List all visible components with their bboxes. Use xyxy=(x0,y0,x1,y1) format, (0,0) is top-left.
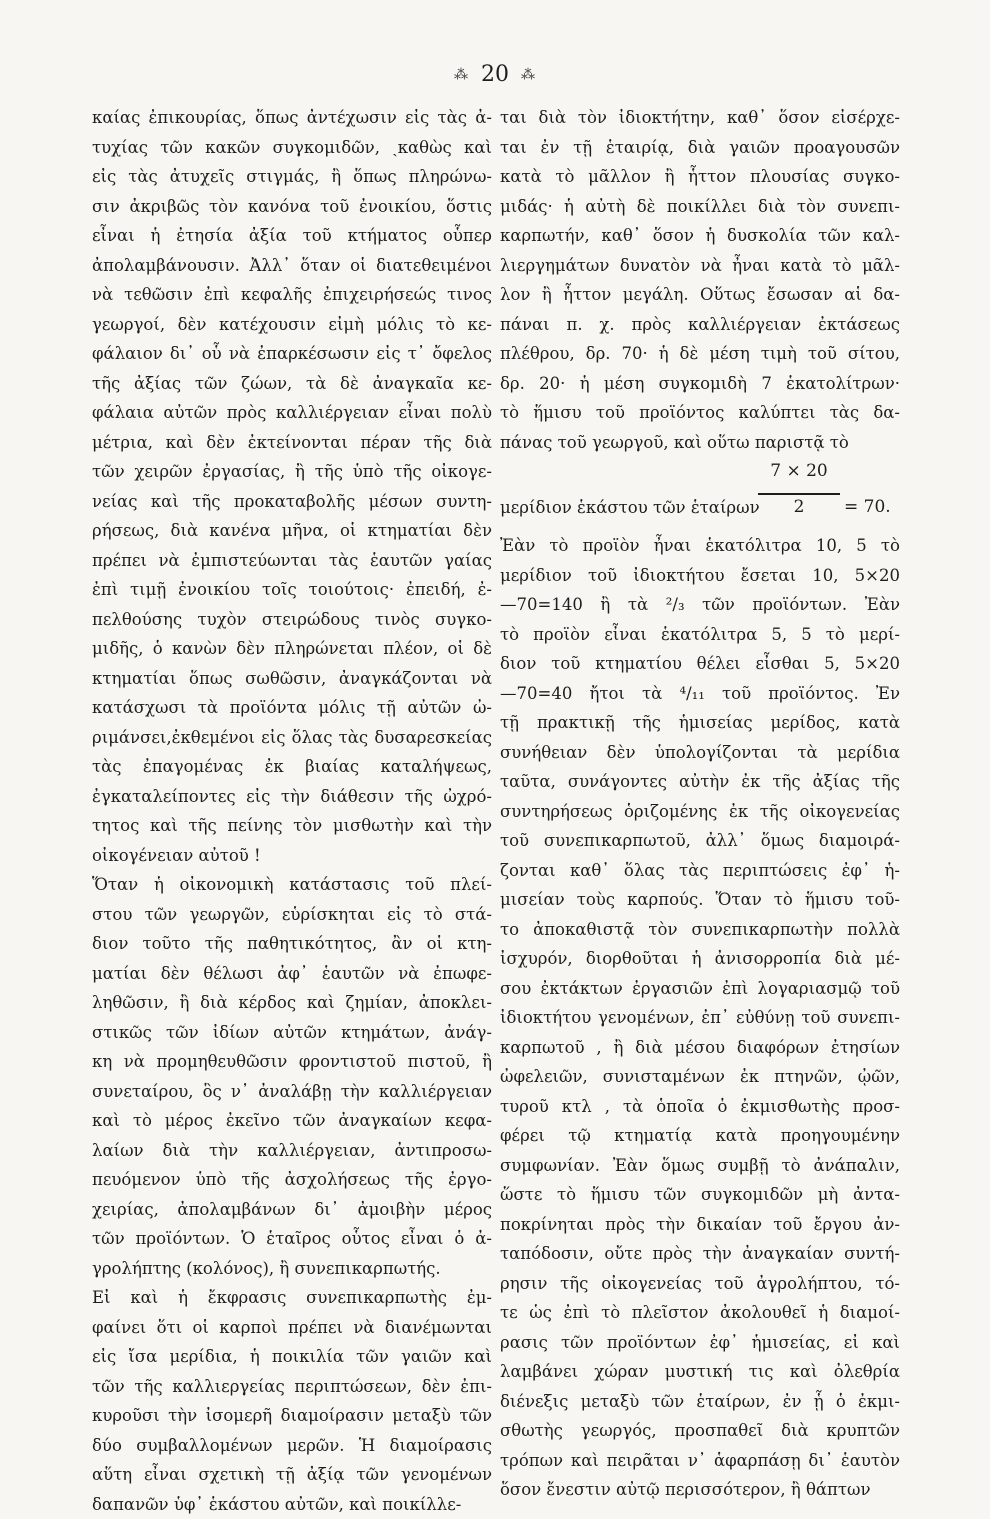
text-line: φαίνει ὅτι οἱ καρποὶ πρέπει νὰ διανέμωνται xyxy=(92,1313,492,1343)
text-line: χειρίας, ἀπολαμβάνων δι᾽ ἀμοιβὴν μέρος xyxy=(92,1195,492,1225)
text-line: δρ. 20· ἡ μέση συγκομιδὴ 7 ἑκατολίτρων· xyxy=(500,369,900,399)
text-line: το ἀποκαθιστᾷ τὸν συνεπικαρπωτὴν πολλὰ xyxy=(500,915,900,945)
text-line: μιδῆς, ὁ κανὼν δὲν πληρώνεται πλέον, οἱ δὲ xyxy=(92,634,492,664)
text-line: ἀπολαμβάνουσιν. Ἀλλ᾽ ὅταν οἱ διατεθειμένοι xyxy=(92,251,492,281)
text-line: γεωργοί, δὲν κατέχουσιν εἰμὴ μόλις τὸ κε- xyxy=(92,310,492,340)
text-line: —70=140 ἢ τὰ ²/₃ τῶν προϊόντων. Ἐὰν xyxy=(500,590,900,620)
text-line: κατὰ τὸ μᾶλλον ἢ ἧττον πλουσίας συγκο- xyxy=(500,162,900,192)
text-line: ὥστε τὸ ἥμισυ τῶν συγκομιδῶν μὴ ἀντα- xyxy=(500,1180,900,1210)
formula-denominator: 2 xyxy=(760,497,838,517)
ornament-left-icon: ⁂ xyxy=(454,67,469,83)
text-line: λον ἢ ἧττον μεγάλη. Οὕτως ἔσωσαν αἱ δα- xyxy=(500,280,900,310)
text-line: ρασις τῶν προϊόντων ἐφ᾽ ἡμισείας, εἰ καὶ xyxy=(500,1328,900,1358)
text-line: κυροῦσι τὴν ἰσομερῆ διαμοίρασιν μεταξὺ τῶν xyxy=(92,1401,492,1431)
text-line: μιδάς· ἡ αὐτὴ δὲ ποικίλλει διὰ τὸν συνεπι- xyxy=(500,192,900,222)
text-line: τῆς ἀξίας τῶν ζώων, τὰ δὲ ἀναγκαῖα κε- xyxy=(92,369,492,399)
text-line: καίας ἐπικουρίας, ὅπως ἀντέχωσιν εἰς τὰς ἀ- xyxy=(92,103,492,133)
text-line: τυροῦ κτλ , τὰ ὁποῖα ὁ ἐκμισθωτὴς προσ- xyxy=(500,1092,900,1122)
text-line: σθωτὴς γεωργός, προσπαθεῖ διὰ κρυπτῶν xyxy=(500,1416,900,1446)
text-line: κτηματίαι ὅπως σωθῶσιν, ἀναγκάζονται νὰ xyxy=(92,664,492,694)
text-line: εἶναι ἡ ἐτησία ἀξία τοῦ κτήματος οὗπερ xyxy=(92,221,492,251)
text-line: ται διὰ τὸν ἰδιοκτήτην, καθ᾽ ὅσον εἰσέρχε- xyxy=(500,103,900,133)
text-line: τητος καὶ τῆς πείνης τὸν μισθωτὴν καὶ τὴν xyxy=(92,811,492,841)
page-header xyxy=(0,62,990,87)
text-line: εἰς τὰς ἀτυχεῖς στιγμάς, ἢ ὅπως πληρώνω- xyxy=(92,162,492,192)
text-line: ὅσον ἔνεστιν αὐτῷ περισσότερον, ἢ θάπτων xyxy=(500,1475,900,1505)
text-line: νὰ τεθῶσιν ἐπὶ κεφαλῆς ἐπιχειρήσεώς τινος xyxy=(92,280,492,310)
text-line: διον τοῦ κτηματίου θέλει εἶσθαι 5, 5×20 xyxy=(500,649,900,679)
text-line: τὸ ἥμισυ τοῦ προϊόντος καλύπτει τὰς δα- xyxy=(500,398,900,428)
text-line: πρέπει νὰ ἐμπιστεύωνται τὰς ἑαυτῶν γαίας xyxy=(92,546,492,576)
text-line: λιεργημάτων δυνατὸν νὰ ἦναι κατὰ τὸ μᾶλ- xyxy=(500,251,900,281)
text-line: τῇ πρακτικῇ τῆς ἡμισείας μερίδος, κατὰ xyxy=(500,708,900,738)
text-line: τῶν προϊόντων. Ὁ ἑταῖρος οὗτος εἶναι ὁ ἀ- xyxy=(92,1224,492,1254)
text-line: αὕτη εἶναι σχετικὴ τῇ ἀξίᾳ τῶν γενομένων xyxy=(92,1460,492,1490)
text-line: τρόπων καὶ πειρᾶται ν᾽ ἁφαρπάσῃ δι᾽ ἑαυτὸν xyxy=(500,1446,900,1476)
ornament-right-icon: ⁂ xyxy=(521,67,536,83)
text-line: Ὅταν ἡ οἰκονομικὴ κατάστασις τοῦ πλεί- xyxy=(92,870,492,900)
text-line: συνεταίρου, ὃς ν᾽ ἀναλάβῃ τὴν καλλιέργειαν xyxy=(92,1077,492,1107)
text-line: σιν ἀκριβῶς τὸν κανόνα τοῦ ἐνοικίου, ὅστις xyxy=(92,192,492,222)
text-line: ματίαι δὲν θέλωσι ἀφ᾽ ἑαυτῶν νὰ ἐπωφε- xyxy=(92,959,492,989)
text-line: στικῶς τῶν ἰδίων αὐτῶν κτημάτων, ἀνάγ- xyxy=(92,1018,492,1048)
formula-result: = 70. xyxy=(844,497,891,517)
text-line: γρολήπτης (κολόνος), ἢ συνεπικαρπωτής. xyxy=(92,1254,492,1284)
text-line: μισείαν τοὺς καρπούς. Ὅταν τὸ ἥμισυ τοῦ- xyxy=(500,885,900,915)
text-line: πάναι π. χ. πρὸς καλλιέργειαν ἐκτάσεως xyxy=(500,310,900,340)
formula-numerator: 7 × 20 xyxy=(760,461,838,481)
text-line: ζονται καθ᾽ ὅλας τὰς περιπτώσεις ἐφ᾽ ἡ- xyxy=(500,856,900,886)
text-line: μερίδιον τοῦ ἰδιοκτήτου ἔσεται 10, 5×20 xyxy=(500,561,900,591)
text-line: δύο συμβαλλομένων μερῶν. Ἡ διαμοίρασις xyxy=(92,1431,492,1461)
text-line: συμφωνίαν. Ἐὰν ὅμως συμβῇ τὸ ἀνάπαλιν, xyxy=(500,1151,900,1181)
left-column xyxy=(92,103,492,1519)
text-line: συντηρήσεως ὁριζομένης ἐκ τῆς οἰκογενείας xyxy=(500,797,900,827)
text-line: σου ἐκτάκτων ἐργασιῶν ἐπὶ λογαριασμῷ τοῦ xyxy=(500,974,900,1004)
text-line: καρπωτήν, καθ᾽ ὅσον ἡ δυσκολία τῶν καλ- xyxy=(500,221,900,251)
text-line: ὠφελειῶν, συνισταμένων ἐκ πτηνῶν, ᾠῶν, xyxy=(500,1062,900,1092)
formula-label: μερίδιον ἑκάστου τῶν ἑταίρων xyxy=(500,498,760,517)
text-line: φάλαια αὐτῶν πρὸς καλλιέργειαν εἶναι πολὺ xyxy=(92,398,492,428)
page-number: 20 xyxy=(481,62,509,87)
fraction-bar xyxy=(758,493,840,495)
text-line: κατάσχωσι τὰ προϊόντα μόλις τῇ αὐτῶν ὠ- xyxy=(92,693,492,723)
text-line: Ἐὰν τὸ προϊὸν ἦναι ἑκατόλιτρα 10, 5 τὸ xyxy=(500,531,900,561)
text-line: ταῦτα, συνάγοντες αὐτὴν ἐκ τῆς ἀξίας τῆς xyxy=(500,767,900,797)
right-column xyxy=(500,103,900,1505)
text-line: ποκρίνηται πρὸς τὴν δικαίαν τοῦ ἔργου ἀν- xyxy=(500,1210,900,1240)
text-line: πάνας τοῦ γεωργοῦ, καὶ οὕτω παριστᾷ τὸ xyxy=(500,428,900,458)
text-line: μέτρια, καὶ δὲν ἐκτείνονται πέραν τῆς διὰ xyxy=(92,428,492,458)
text-line: καὶ τὸ μέρος ἐκεῖνο τῶν ἀναγκαίων κεφα- xyxy=(92,1106,492,1136)
text-line: πλέθρου, δρ. 70· ἡ δὲ μέση τιμὴ τοῦ σίτου, xyxy=(500,339,900,369)
text-line: τε ὡς ἐπὶ τὸ πλεῖστον ἀκολουθεῖ ἡ διαμοί- xyxy=(500,1298,900,1328)
text-line: πευόμενον ὑπὸ τῆς ἀσχολήσεως τῆς ἐργο- xyxy=(92,1165,492,1195)
share-formula xyxy=(500,461,900,531)
text-line: τῶν τῆς καλλιεργείας περιπτώσεων, δὲν ἐπι- xyxy=(92,1372,492,1402)
text-line: ἐπὶ τιμῇ ἐνοικίου τοῖς τοιούτοις· ἐπειδή, ἐ- xyxy=(92,575,492,605)
text-line: —70=40 ἤτοι τὰ ⁴/₁₁ τοῦ προϊόντος. Ἐν xyxy=(500,679,900,709)
text-line: ριμάνσει,ἐκθεμένοι εἰς ὅλας τὰς δυσαρεσκείας xyxy=(92,723,492,753)
text-line: νείας καὶ τῆς προκαταβολῆς μέσων συντη- xyxy=(92,487,492,517)
text-line: λαίων διὰ τὴν καλλιέργειαν, ἀντιπροσω- xyxy=(92,1136,492,1166)
text-line: τυχίας τῶν κακῶν συγκομιδῶν, ˏκαθὼς καὶ xyxy=(92,133,492,163)
text-line: οἰκογένειαν αὐτοῦ ! xyxy=(92,841,492,871)
text-line: Εἰ καὶ ἡ ἔκφρασις συνεπικαρπωτὴς ἐμ- xyxy=(92,1283,492,1313)
text-line: φέρει τῷ κτηματίᾳ κατὰ προηγουμένην xyxy=(500,1121,900,1151)
text-line: διένεξις μεταξὺ τῶν ἑταίρων, ἐν ᾗ ὁ ἐκμι- xyxy=(500,1387,900,1417)
text-line: ρησιν τῆς οἰκογενείας τοῦ ἀγρολήπτου, τό- xyxy=(500,1269,900,1299)
text-line: τὰς ἐπαγομένας ἐκ βιαίας καταλήψεως, xyxy=(92,752,492,782)
text-line: ρήσεως, διὰ κανένα μῆνα, οἱ κτηματίαι δὲν xyxy=(92,516,492,546)
text-line: πελθούσης τυχὸν στειρώδους τινὸς συγκο- xyxy=(92,605,492,635)
text-line: συνήθειαν δὲν ὑπολογίζονται τὰ μερίδια xyxy=(500,738,900,768)
text-line: ται ἐν τῇ ἑταιρίᾳ, διὰ γαιῶν προαγουσῶν xyxy=(500,133,900,163)
text-line: εἰς ἴσα μερίδια, ἡ ποικιλία τῶν γαιῶν καὶ xyxy=(92,1342,492,1372)
text-line: τῶν χειρῶν ἐργασίας, ἢ τῆς ὑπὸ τῆς οἰκογε- xyxy=(92,457,492,487)
text-line: τοῦ συνεπικαρπωτοῦ, ἀλλ᾽ ὅμως διαμοιρά- xyxy=(500,826,900,856)
text-line: ληθῶσιν, ἢ διὰ κέρδος καὶ ζημίαν, ἀποκλει- xyxy=(92,988,492,1018)
text-line: λαμβάνει χώραν μυστική τις καὶ ὀλεθρία xyxy=(500,1357,900,1387)
text-line: τὸ προϊὸν εἶναι ἑκατόλιτρα 5, 5 τὸ μερί- xyxy=(500,620,900,650)
text-line: ἐγκαταλείποντες εἰς τὴν διάθεσιν τῆς ὠχρό- xyxy=(92,782,492,812)
text-line: φάλαιον δι᾽ οὗ νὰ ἐπαρκέσωσιν εἰς τ᾽ ὄφελος xyxy=(92,339,492,369)
text-line: στου τῶν γεωργῶν, εὑρίσκηται εἰς τὸ στά- xyxy=(92,900,492,930)
text-line: ἰδιοκτήτου γενομένων, ἐπ᾽ εὐθύνῃ τοῦ συνεπι- xyxy=(500,1003,900,1033)
text-line: κη νὰ προμηθευθῶσιν φροντιστοῦ πιστοῦ, ἢ xyxy=(92,1047,492,1077)
text-line: διον τοῦτο τῆς παθητικότητος, ἂν οἱ κτη- xyxy=(92,929,492,959)
text-line: ταπόδοσιν, οὔτε πρὸς τὴν ἀναγκαίαν συντή- xyxy=(500,1239,900,1269)
text-line: καρπωτοῦ , ἢ διὰ μέσου διαφόρων ἐτησίων xyxy=(500,1033,900,1063)
text-line: ἰσχυρόν, διορθοῦται ἡ ἀνισορροπία διὰ μέ- xyxy=(500,944,900,974)
text-line: δαπανῶν ὑφ᾽ ἑκάστου αὐτῶν, καὶ ποικίλλε- xyxy=(92,1490,492,1519)
